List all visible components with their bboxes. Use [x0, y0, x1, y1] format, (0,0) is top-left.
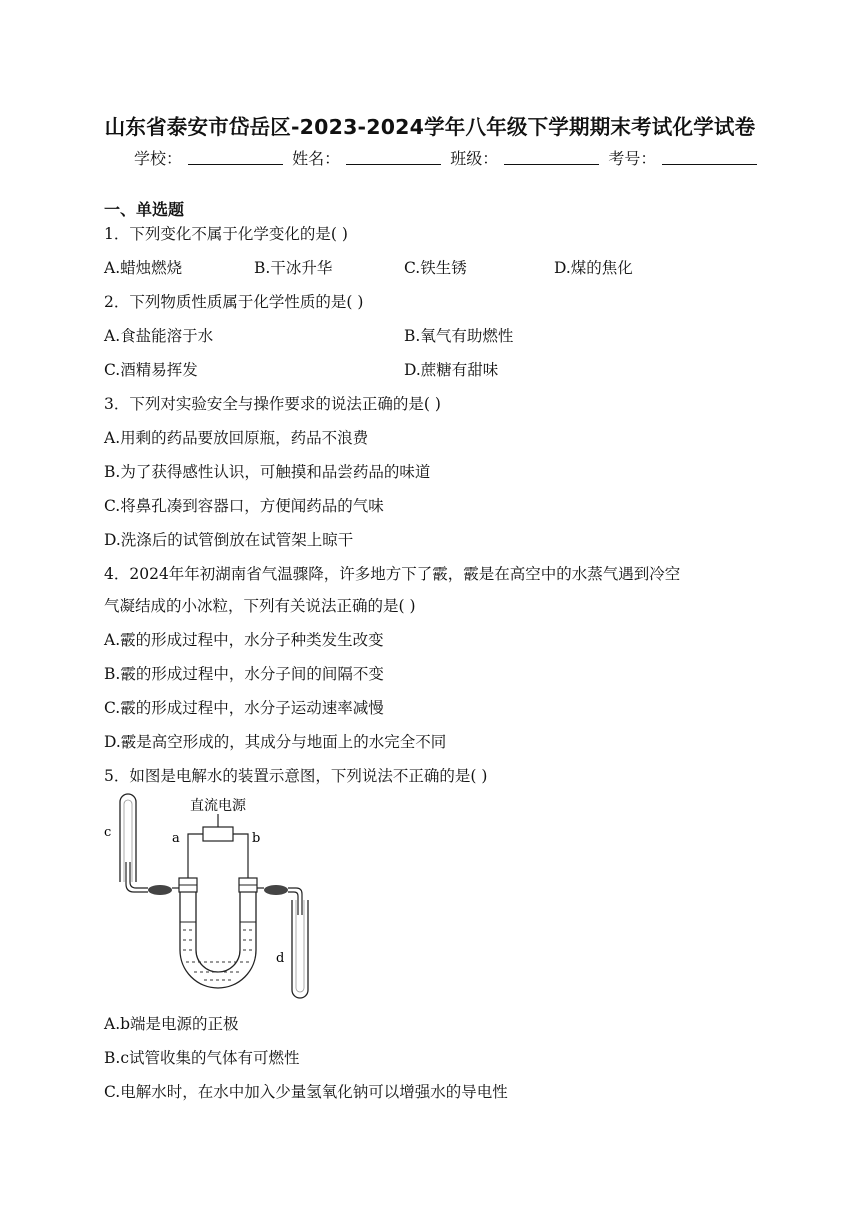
name-blank[interactable]: [346, 149, 441, 165]
delivery-tube-left: [130, 862, 148, 888]
exam-number-blank[interactable]: [662, 149, 757, 165]
wire-b: [233, 834, 248, 880]
label-a: a: [172, 831, 180, 846]
wire-a: [188, 834, 203, 880]
q1-option-a: A.蜡烛燃烧: [104, 259, 183, 277]
student-info-row: [134, 146, 761, 169]
water-dashes: [183, 930, 253, 980]
test-tube-d: [292, 900, 308, 998]
q1-option-b: B.干冰升华: [254, 259, 333, 277]
power-supply-box: [203, 827, 233, 841]
rubber-joint-left: [148, 885, 172, 895]
u-tube-inner: [196, 885, 240, 972]
q5-option-b: B.c试管收集的气体有可燃性: [104, 1049, 300, 1067]
q4-stem-line-2: 气凝结成的小冰粒，下列有关说法正确的是( ): [104, 597, 416, 615]
q1-stem: 1．下列变化不属于化学变化的是( ): [104, 225, 348, 243]
class-label: 班级：: [450, 149, 499, 168]
q3-option-d: D.洗涤后的试管倒放在试管架上晾干: [104, 531, 354, 549]
q3-option-b: B.为了获得感性认识，可触摸和品尝药品的味道: [104, 463, 431, 481]
q2-option-b: B.氧气有助燃性: [404, 327, 514, 345]
q1-option-d: D.煤的焦化: [554, 259, 633, 277]
q3-option-a: A.用剩的药品要放回原瓶，药品不浪费: [104, 429, 369, 447]
q3-option-c: C.将鼻孔凑到容器口，方便闻药品的气味: [104, 497, 384, 515]
q4-option-b: B.霰的形成过程中，水分子间的间隔不变: [104, 665, 384, 683]
q1-option-c: C.铁生锈: [404, 259, 467, 277]
label-d: d: [276, 951, 285, 966]
q4-option-d: D.霰是高空形成的，其成分与地面上的水完全不同: [104, 733, 447, 751]
q2-option-a: A.食盐能溶于水: [104, 327, 214, 345]
q4-option-a: A.霰的形成过程中，水分子种类发生改变: [104, 631, 384, 649]
name-label: 姓名：: [292, 149, 341, 168]
q5-option-a: A.b端是电源的正极: [104, 1015, 239, 1033]
q2-option-c: C.酒精易挥发: [104, 361, 198, 379]
label-b: b: [252, 831, 261, 846]
q2-stem: 2．下列物质性质属于化学性质的是( ): [104, 293, 364, 311]
school-label: 学校：: [134, 149, 183, 168]
test-tube-c: [120, 794, 136, 882]
q4-stem-line-1: 4．2024年年初湖南省气温骤降，许多地方下了霰，霰是在高空中的水蒸气遇到冷空: [104, 565, 681, 583]
class-blank[interactable]: [504, 149, 599, 165]
electrolysis-apparatus-diagram: [100, 790, 325, 1005]
q5-stem: 5．如图是电解水的装置示意图，下列说法不正确的是( ): [104, 767, 488, 785]
school-blank[interactable]: [188, 149, 283, 165]
exam-number-label: 考号：: [608, 149, 657, 168]
q5-option-c: C.电解水时，在水中加入少量氢氧化钠可以增强水的导电性: [104, 1083, 508, 1101]
exam-title: 山东省泰安市岱岳区-2023-2024学年八年级下学期期末考试化学试卷: [104, 115, 756, 139]
section-heading: 一、单选题: [104, 200, 185, 219]
q3-stem: 3．下列对实验安全与操作要求的说法正确的是( ): [104, 395, 441, 413]
q4-option-c: C.霰的形成过程中，水分子运动速率减慢: [104, 699, 384, 717]
label-c: c: [104, 825, 112, 840]
q2-option-d: D.蔗糖有甜味: [404, 361, 499, 379]
power-supply-label: 直流电源: [190, 798, 246, 814]
rubber-joint-right: [264, 885, 288, 895]
